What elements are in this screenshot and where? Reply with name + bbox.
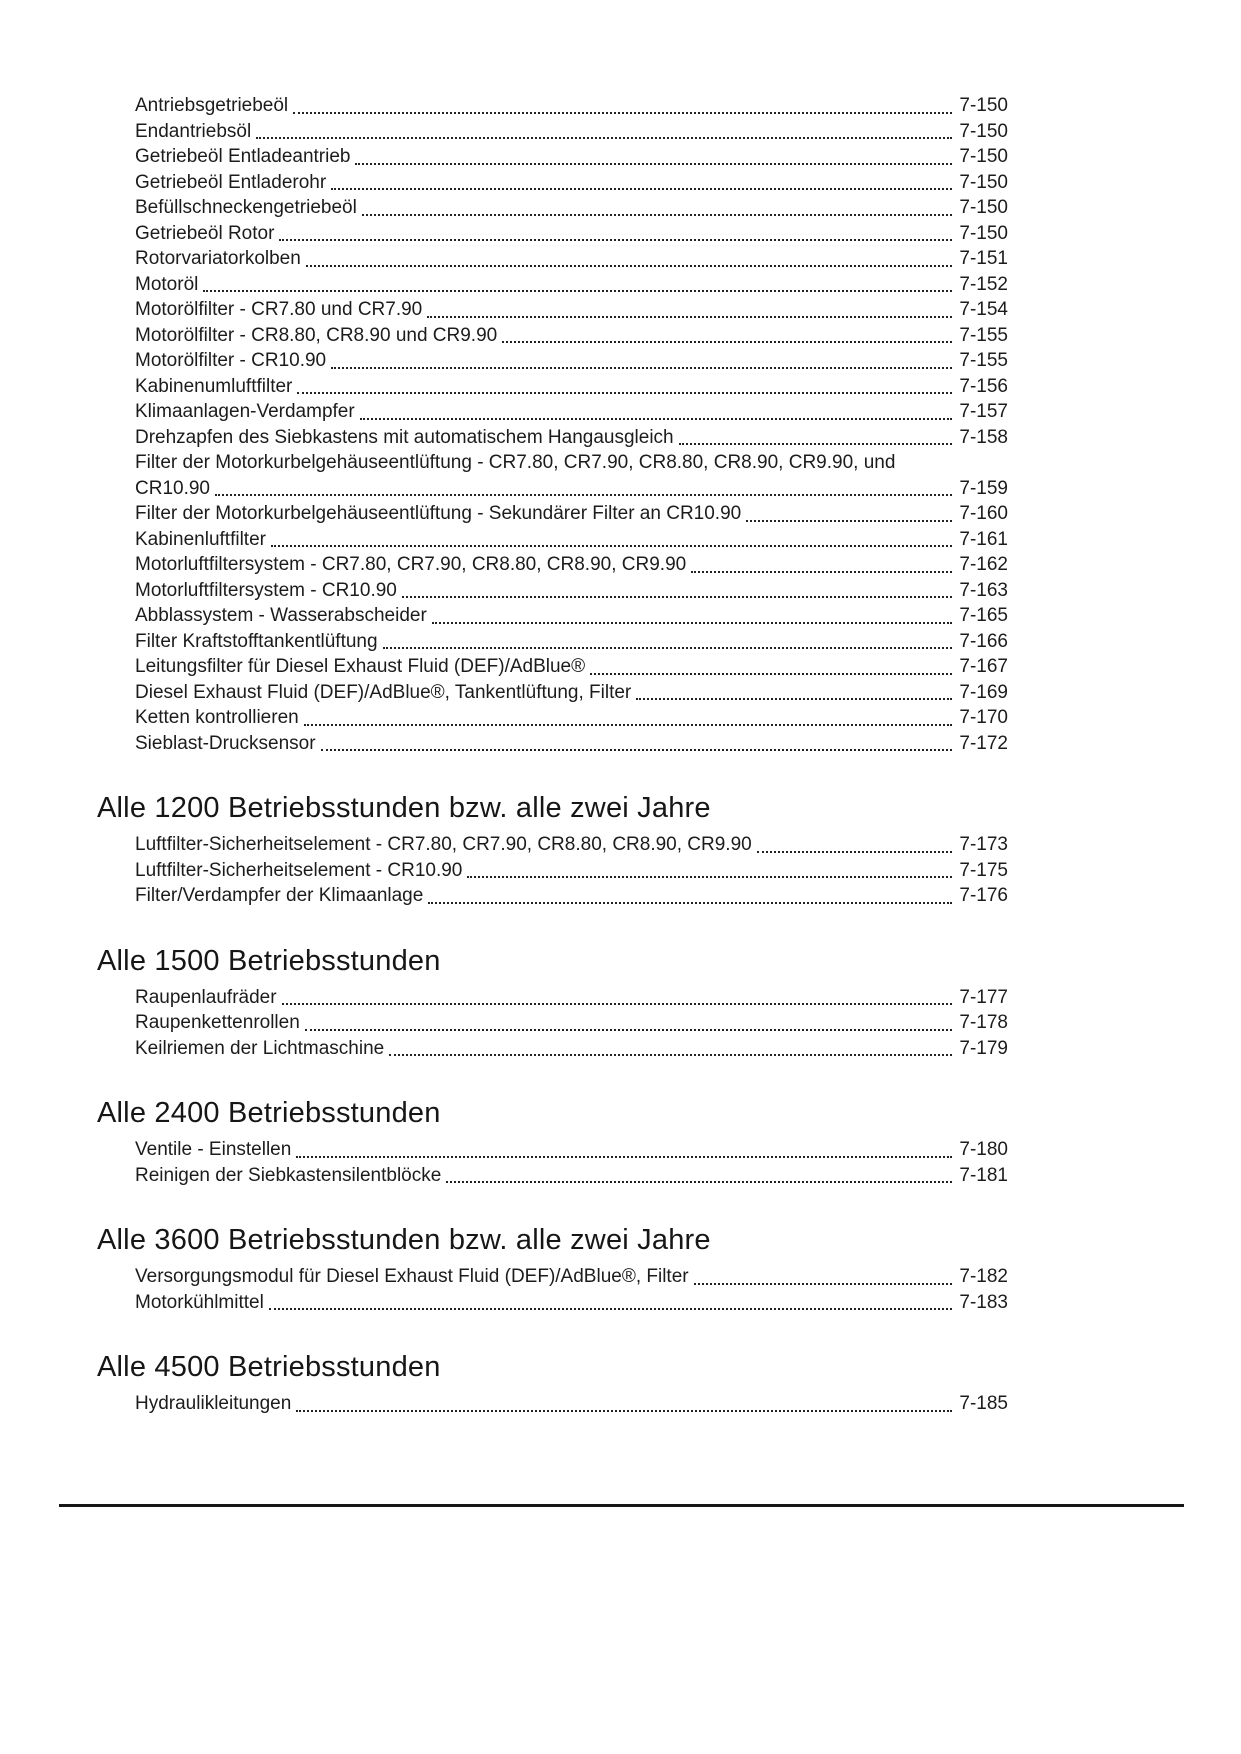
toc-entry <box>135 297 1008 323</box>
toc-entry <box>135 1010 1008 1036</box>
dot-leader <box>305 1029 953 1031</box>
toc-entry-title: Motorölfilter - CR10.90 <box>135 350 327 371</box>
toc-entry <box>135 399 1008 425</box>
dot-leader <box>297 392 952 394</box>
toc-entry <box>135 425 1008 451</box>
toc-entry <box>135 221 1008 247</box>
toc-entry <box>135 144 1008 170</box>
dot-leader <box>269 1308 953 1310</box>
toc-entry-title: Abblassystem - Wasserabscheider <box>135 605 427 626</box>
dot-leader <box>215 494 952 496</box>
toc-entry-title: Ketten kontrollieren <box>135 707 299 728</box>
dot-leader <box>331 367 952 369</box>
dot-leader <box>362 214 953 216</box>
toc-entry-page: 7-185 <box>959 1393 1008 1414</box>
toc-entry-title: Kabinenumluftfilter <box>135 375 293 397</box>
toc-entry-title: Klimaanlagen-Verdampfer <box>135 401 355 422</box>
toc-entry-title: Befüllschneckengetriebeöl <box>135 197 357 218</box>
dot-leader <box>389 1054 952 1056</box>
section-entries <box>135 1137 1008 1188</box>
toc-entry-title: Filter/Verdampfer der Klimaanlage <box>135 885 424 906</box>
toc-entry-title: Keilriemen der Lichtmaschine <box>135 1037 385 1059</box>
section-entries <box>135 1391 1008 1417</box>
toc-entry-page: 7-155 <box>959 350 1008 371</box>
toc-entry-title: Reinigen der Siebkastensilentblöcke <box>135 1164 442 1186</box>
toc-entry-title: Luftfilter-Sicherheitselement - CR7.80, CR7.90, CR8.80, CR8.90, CR9.90 <box>135 834 752 855</box>
toc-entry <box>135 629 1008 655</box>
page-bottom-rule <box>59 1504 1184 1507</box>
toc-entry <box>135 832 1008 858</box>
dot-leader <box>402 596 953 598</box>
toc-entry-page: 7-154 <box>959 299 1008 320</box>
dot-leader <box>296 1410 952 1412</box>
toc-entry-title: Rotorvariatorkolben <box>135 248 301 269</box>
dot-leader <box>502 341 952 343</box>
toc-entry-page: 7-182 <box>959 1266 1008 1287</box>
toc <box>97 93 1008 1417</box>
toc-entry <box>135 1290 1008 1316</box>
toc-entry <box>135 731 1008 757</box>
toc-entry-page: 7-151 <box>959 248 1008 269</box>
toc-entry <box>135 1391 1008 1417</box>
toc-entry-title: Motorluftfiltersystem - CR10.90 <box>135 579 397 601</box>
toc-entry <box>135 476 1008 502</box>
toc-entry <box>135 680 1008 706</box>
toc-entry-page: 7-163 <box>959 579 1008 601</box>
toc-entry-title: Hydraulikleitungen <box>135 1393 292 1414</box>
section-entries <box>135 1264 1008 1315</box>
dot-leader <box>271 545 952 547</box>
toc-entry-page: 7-181 <box>959 1164 1008 1186</box>
section-entries <box>135 93 1008 756</box>
toc-entry <box>135 578 1008 604</box>
dot-leader <box>203 290 952 292</box>
toc-entry-title: Endantriebsöl <box>135 120 252 142</box>
toc-entry-page: 7-175 <box>959 859 1008 881</box>
section-entries <box>135 985 1008 1062</box>
toc-entry-title: Antriebsgetriebeöl <box>135 95 289 116</box>
toc-entry-page: 7-176 <box>959 885 1008 906</box>
toc-entry-title: Leitungsfilter für Diesel Exhaust Fluid (DEF)/AdBlue® <box>135 656 586 677</box>
toc-entry <box>135 552 1008 578</box>
toc-entry-page: 7-155 <box>959 324 1008 346</box>
toc-entry-title: Motoröl <box>135 273 199 295</box>
toc-entry-page: 7-158 <box>959 426 1008 448</box>
toc-entry-title: Raupenlaufräder <box>135 986 277 1008</box>
dot-leader <box>355 163 952 165</box>
toc-entry-page: 7-167 <box>959 656 1008 677</box>
dot-leader <box>446 1181 952 1183</box>
toc-entry <box>135 1264 1008 1290</box>
dot-leader <box>427 316 952 318</box>
dot-leader <box>694 1283 953 1285</box>
toc-entry-page: 7-161 <box>959 528 1008 550</box>
toc-entry <box>135 1163 1008 1189</box>
section-entries <box>135 832 1008 909</box>
toc-entry-title: Motorölfilter - CR8.80, CR8.90 und CR9.90 <box>135 324 498 346</box>
toc-entry-page: 7-150 <box>959 146 1008 167</box>
toc-entry-page: 7-178 <box>959 1012 1008 1033</box>
toc-entry <box>135 348 1008 374</box>
toc-entry-page: 7-165 <box>959 605 1008 626</box>
dot-leader <box>383 647 953 649</box>
toc-section <box>97 1095 1008 1188</box>
section-heading: Alle 3600 Betriebsstunden bzw. alle zwei Jahre <box>97 1224 711 1256</box>
dot-leader <box>757 851 953 853</box>
toc-entry <box>135 985 1008 1011</box>
toc-entry-page: 7-152 <box>959 273 1008 295</box>
toc-section <box>97 790 1008 909</box>
toc-entry-page: 7-157 <box>959 401 1008 422</box>
toc-entry <box>135 1036 1008 1062</box>
toc-entry-page: 7-166 <box>959 630 1008 652</box>
dot-leader <box>432 622 953 624</box>
toc-entry-page: 7-150 <box>959 222 1008 244</box>
dot-leader <box>467 876 952 878</box>
dot-leader <box>636 698 952 700</box>
toc-entry <box>135 323 1008 349</box>
dot-leader <box>296 1156 952 1158</box>
toc-entry <box>135 246 1008 272</box>
toc-entry-page: 7-169 <box>959 681 1008 703</box>
toc-entry-page: 7-159 <box>959 477 1008 499</box>
toc-entry-page: 7-179 <box>959 1037 1008 1059</box>
toc-entry-title: Filter Kraftstofftankentlüftung <box>135 630 378 652</box>
section-heading: Alle 1500 Betriebsstunden <box>97 944 441 977</box>
dot-leader <box>590 673 952 675</box>
toc-entry-page: 7-150 <box>959 197 1008 218</box>
toc-entry-page: 7-156 <box>959 375 1008 397</box>
toc-entry-page: 7-172 <box>959 732 1008 754</box>
toc-entry-page: 7-173 <box>959 834 1008 855</box>
toc-entry <box>135 883 1008 909</box>
toc-entry <box>135 195 1008 221</box>
section-heading: Alle 1200 Betriebsstunden bzw. alle zwei Jahre <box>97 792 711 824</box>
dot-leader <box>256 137 952 139</box>
toc-entry-title: Motorkühlmittel <box>135 1291 264 1313</box>
dot-leader <box>306 265 953 267</box>
toc-entry-title: Filter der Motorkurbelgehäuseentlüftung - Sekundärer Filter an CR10.90 <box>135 503 742 524</box>
toc-section <box>135 93 1008 756</box>
dot-leader <box>304 724 953 726</box>
dot-leader <box>331 188 952 190</box>
toc-entry-title: Kabinenluftfilter <box>135 528 266 550</box>
toc-entry-page: 7-150 <box>959 120 1008 142</box>
toc-entry <box>135 858 1008 884</box>
toc-entry-title: Getriebeöl Entladerohr <box>135 171 327 193</box>
dot-leader <box>428 902 952 904</box>
toc-entry <box>135 170 1008 196</box>
toc-entry-title: Raupenkettenrollen <box>135 1012 300 1033</box>
toc-entry <box>135 1137 1008 1163</box>
section-heading: Alle 4500 Betriebsstunden <box>97 1351 441 1383</box>
toc-entry-title: Sieblast-Drucksensor <box>135 732 316 754</box>
toc-entry-page: 7-160 <box>959 503 1008 524</box>
toc-entry <box>135 705 1008 731</box>
toc-entry <box>135 93 1008 119</box>
toc-entry-title: Ventile - Einstellen <box>135 1139 292 1160</box>
toc-entry-title: Drehzapfen des Siebkastens mit automatischem Hangausgleich <box>135 426 674 448</box>
toc-entry-title: Luftfilter-Sicherheitselement - CR10.90 <box>135 859 463 881</box>
toc-entry-page: 7-183 <box>959 1291 1008 1313</box>
toc-entry-title: Getriebeöl Rotor <box>135 222 275 244</box>
toc-entry <box>135 272 1008 298</box>
toc-section <box>97 1222 1008 1315</box>
toc-entry <box>135 654 1008 680</box>
toc-entry-title: Versorgungsmodul für Diesel Exhaust Fluid (DEF)/AdBlue®, Filter <box>135 1266 689 1287</box>
toc-entry-continuation: Filter der Motorkurbelgehäuseentlüftung - CR7.80, CR7.90, CR8.80, CR8.90, CR9.90, und <box>135 452 896 473</box>
toc-entry-title: CR10.90 <box>135 477 210 499</box>
toc-entry-page: 7-180 <box>959 1139 1008 1160</box>
dot-leader <box>279 239 952 241</box>
toc-entry-title: Diesel Exhaust Fluid (DEF)/AdBlue®, Tankentlüftung, Filter <box>135 681 632 703</box>
toc-entry-page: 7-150 <box>959 171 1008 193</box>
toc-entry-page: 7-177 <box>959 986 1008 1008</box>
dot-leader <box>679 443 953 445</box>
toc-entry-title: Motorluftfiltersystem - CR7.80, CR7.90, CR8.80, CR8.90, CR9.90 <box>135 554 687 575</box>
dot-leader <box>282 1003 953 1005</box>
dot-leader <box>321 749 953 751</box>
toc-entry-title: Getriebeöl Entladeantrieb <box>135 146 351 167</box>
dot-leader <box>746 520 952 522</box>
dot-leader <box>360 418 953 420</box>
dot-leader <box>293 112 952 114</box>
dot-leader <box>691 571 952 573</box>
toc-entry-page: 7-170 <box>959 707 1008 728</box>
toc-entry <box>135 374 1008 400</box>
toc-section <box>97 1349 1008 1417</box>
toc-entry <box>135 119 1008 145</box>
section-heading: Alle 2400 Betriebsstunden <box>97 1097 441 1129</box>
toc-entry-page: 7-162 <box>959 554 1008 575</box>
toc-entry-page: 7-150 <box>959 95 1008 116</box>
toc-entry <box>135 501 1008 527</box>
toc-entry <box>135 527 1008 553</box>
toc-entry-title: Motorölfilter - CR7.80 und CR7.90 <box>135 299 423 320</box>
toc-section <box>97 943 1008 1062</box>
toc-entry <box>135 603 1008 629</box>
